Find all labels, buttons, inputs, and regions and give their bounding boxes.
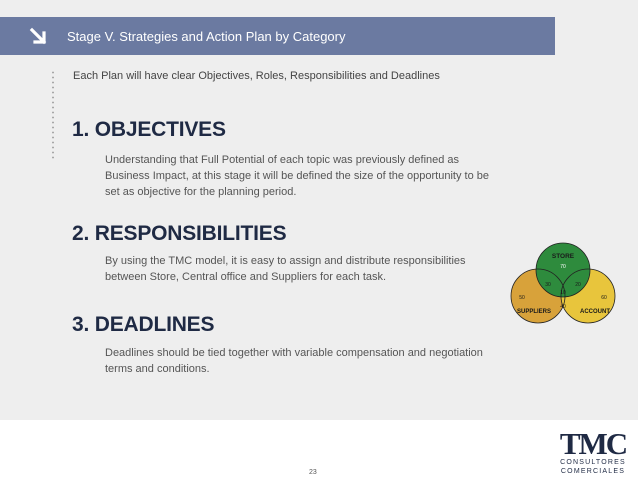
page-title: Stage V. Strategies and Action Plan by Category [67, 29, 346, 44]
responsibilities-line: By using the TMC model, it is easy to assign and distribute responsibilities [105, 255, 466, 267]
logo-line2: COMERCIALES [560, 468, 626, 475]
venn-value-suppliers: 50 [519, 295, 525, 301]
header-bar [0, 17, 555, 55]
objectives-line: set as objective for the planning period. [105, 186, 297, 198]
venn-label-suppliers: SUPPLIERS [516, 309, 552, 315]
responsibilities-line: between Store, Central office and Suppliers for each task. [105, 271, 387, 283]
venn-value-store-suppliers: 30 [545, 282, 551, 288]
tmc-logo [545, 422, 637, 477]
arrow-down-right-icon [28, 26, 50, 48]
venn-value-store: 70 [560, 264, 566, 270]
dotted-divider [52, 70, 54, 160]
heading-objectives: 1. OBJECTIVES [72, 118, 226, 141]
venn-diagram [508, 242, 618, 324]
objectives-line: Business Impact, at this stage it will be defined the size of the opportunity to be [105, 170, 489, 182]
intro-text: Each Plan will have clear Objectives, Roles, Responsibilities and Deadlines [73, 70, 440, 82]
deadlines-line: terms and conditions. [105, 363, 210, 375]
deadlines-text [105, 345, 483, 377]
logo-mark: TMC [559, 426, 627, 461]
venn-value-account: 60 [601, 295, 607, 301]
venn-value-center: 10 [560, 290, 566, 296]
heading-deadlines: 3. DEADLINES [72, 313, 215, 336]
venn-value-suppliers-account: 40 [560, 304, 566, 310]
deadlines-line: Deadlines should be tied together with variable compensation and negotiation [105, 347, 483, 359]
page-number: 23 [309, 469, 317, 476]
responsibilities-text [105, 253, 466, 285]
venn-value-store-account: 20 [575, 282, 581, 288]
objectives-line: Understanding that Full Potential of each topic was previously defined as [105, 154, 460, 166]
venn-label-store: STORE [551, 253, 575, 260]
venn-label-account: ACCOUNT [580, 309, 610, 315]
heading-responsibilities: 2. RESPONSIBILITIES [72, 222, 287, 245]
logo-line1: CONSULTORES [560, 459, 626, 466]
objectives-text [105, 152, 489, 200]
